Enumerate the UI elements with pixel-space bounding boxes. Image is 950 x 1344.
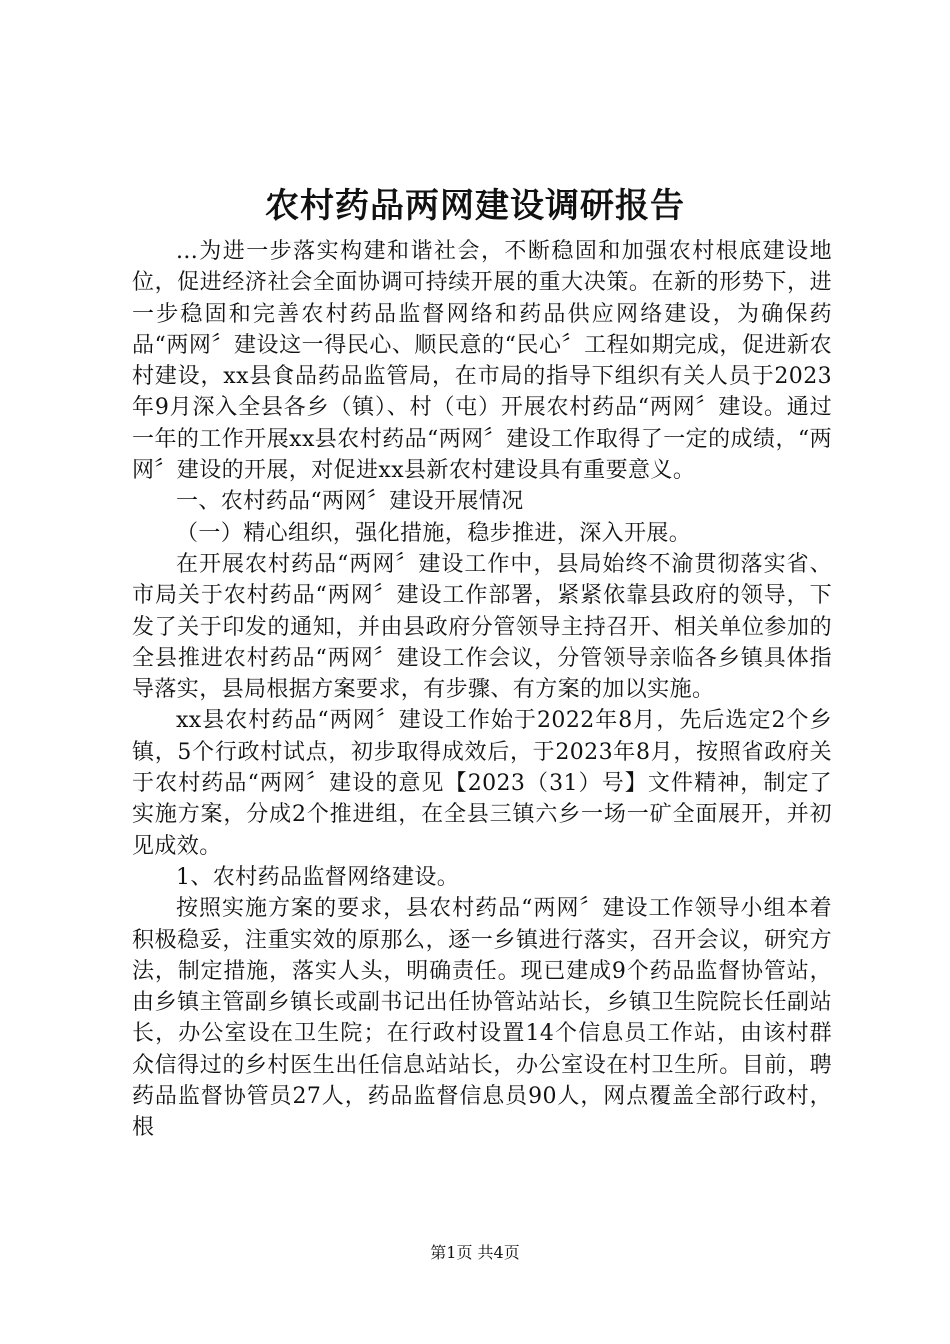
- paragraph-supervision-network: 按照实施方案的要求，县农村药品“两网〞建设工作领导小组本着积极稳妥，注重实效的原那么，逐一乡镇进行落实，召开会议，研究方法，制定措施，落实人头，明确责任。现已建成9个药品监督协管站，由乡镇主管副乡镇长或副书记出任协管站站长，乡镇卫生院院长任副站长，办公室设在卫生院；在行政村设置14个信息员工作站，由该村群众信得过的乡村医生出任信息站站长，办公室设在村卫生所。目前，聘药品监督协管员27人，药品监督信息员90人，网点覆盖全部行政村，根: [132, 896, 832, 1141]
- section-heading-1: 一、农村药品“两网〞建设开展情况: [176, 489, 524, 515]
- subsection-heading-1: （一）精心组织，强化措施，稳步推进，深入开展。: [176, 520, 692, 546]
- item-heading-1: 1、农村药品监督网络建设。: [176, 864, 460, 890]
- paragraph-timeline: xx县农村药品“两网〞建设工作始于2022年8月，先后选定2个乡镇，5个行政村试点，初步取得成效后，于2023年8月，按照省政府关于农村药品“两网〞建设的意见【2023（31）号】文件精神，制定了实施方案，分成2个推进组，在全县三镇六乡一场一矿全面展开，并初见成效。: [132, 708, 832, 859]
- paragraph-implementation: 在开展农村药品“两网〞建设工作中，县局始终不渝贯彻落实省、市局关于农村药品“两网〞建设工作部署，紧紧依靠县政府的领导，下发了关于印发的通知，并由县政府分管领导主持召开、相关单位参加的全县推进农村药品“两网〞建设工作会议，分管领导亲临各乡镇具体指导落实，县局根据方案要求，有步骤、有方案的加以实施。: [132, 551, 832, 703]
- page-number-footer: 第1页 共4页: [430, 1243, 520, 1262]
- document-body: [132, 236, 832, 1144]
- document-title: 农村药品两网建设调研报告: [265, 186, 685, 226]
- paragraph-intro: ...为进一步落实构建和谐社会，不断稳固和加强农村根底建设地位，促进经济社会全面协调可持续开展的重大决策。在新的形势下，进一步稳固和完善农村药品监督网络和药品供应网络建设，为确保药品“两网〞建设这一得民心、顺民意的“民心〞工程如期完成，促进新农村建设，xx县食品药品监管局，在市局的指导下组织有关人员于2023年9月深入全县各乡（镇）、村（屯）开展农村药品“两网〞建设。通过一年的工作开展xx县农村药品“两网〞建设工作取得了一定的成绩，“两网〞建设的开展，对促进xx县新农村建设具有重要意义。: [132, 239, 832, 484]
